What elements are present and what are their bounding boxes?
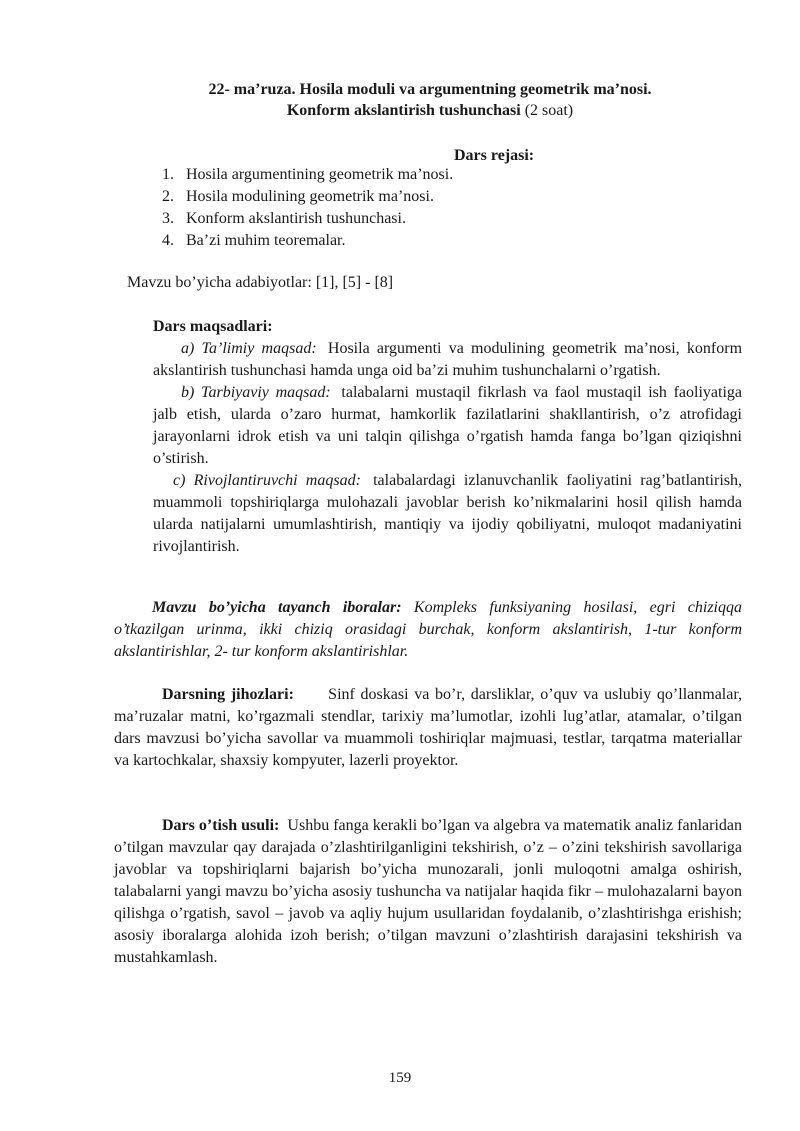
goals-heading: Dars maqsadlari: (153, 318, 273, 335)
plan-item: 3. Konform akslantirish tushunchasi. (162, 210, 406, 227)
method-text: Ushbu fanga kerakli bo’lgan va algebra va matematik analiz fanlaridan o’tilgan mavzular qay darajada o’zlashtirilganligini tekshirish, o’z – o’zini tekshirish savollariga javoblar va topshiriqlarni bajarish bo’yicha munozarali, jonli muloqotni amalga oshirish, talabalarni yangi mavzu bo’yicha asosiy tushuncha va natijalar haqida fikr – mulohazalarni bayon qilishga o’rgatish, savol – javob va aqliy hujum usullaridan foydalanib, o’zlashtirishga erishish; asosiy iboralarga alohida izoh berish; o’tilgan mavzuni o’zlashtirish darajasini tekshirish va mustahkamlash. (114, 817, 743, 966)
equipment-label: Darsning jihozlari: (162, 686, 294, 703)
key-terms-paragraph (114, 597, 742, 663)
goals-section (153, 338, 742, 558)
plan-item: 4. Ba’zi muhim teoremalar. (162, 232, 346, 249)
key-terms-label: Mavzu bo’yicha tayanch iboralar: (152, 599, 402, 616)
equipment-paragraph (114, 684, 742, 772)
method-paragraph (114, 815, 742, 969)
title-line-1: 22- ma’ruza. Hosila moduli va argumentning geometrik ma’nosi. (208, 81, 652, 98)
plan-item: 1. Hosila argumentining geometrik ma’nosi. (162, 166, 454, 183)
page-number: 159 (388, 1070, 412, 1086)
title-hours: (2 soat) (524, 102, 574, 119)
lecture-title (110, 79, 750, 121)
key-terms-text: Kompleks funksiyaning hosilasi, egri chiziqqa o’tkazilgan urinma, ikki chiziq orasidagi burchak, konform akslantirish, 1-tur konform akslantirishlar, 2- tur konform akslantirishlar. (114, 599, 742, 660)
title-topic: Konform akslantirish tushunchasi (286, 102, 521, 119)
method-label: Dars o’tish usuli: (162, 817, 280, 834)
title-line-2 (110, 100, 750, 121)
plan-item: 2. Hosila modulining geometrik ma’nosi. (162, 188, 434, 205)
equipment-text: Sinf doskasi va bo’r, darsliklar, o’quv va uslubiy qo’llanmalar, ma’ruzalar matni, ko’rgazmali stendlar, tarixiy ma’lumotlar, izohli lug’atlar, atamalar, o’tilgan dars mavzusi bo’yicha savollar va muammoli toshiriqlar majmuasi, testlar, tarqatma materiallar va kartochkalar, shaxsiy kompyuter, lazerli proyektor. (114, 686, 743, 769)
goal-educational: a) Ta’limiy maqsad: Hosila argumenti va modulining geometrik ma’nosi, konform akslantirish tushunchasi hamda unga oid ba’zi muhim tushunchalarni o’rgatish. (153, 340, 743, 379)
plan-heading: Dars rejasi: (454, 147, 535, 164)
goal-upbringing: b) Tarbiyaviy maqsad: talabalarni mustaqil fikrlash va faol mustaqil ish faoliyatiga jalb etish, ularda o’zaro hurmat, hamkorlik fazilatlarini shakllantirish, o’z atrofidagi jarayonlarni idrok etish va uni talqin qilishga o’rgatish hamda fanga bo’lgan qiziqishni o’stirish. (153, 384, 742, 467)
goal-developmental: c) Rivojlantiruvchi maqsad: talabalardagi izlanuvchanlik faoliyatini rag’batlantirish, muammoli topshiriqlarga mulohazali javoblar berish ko’nikmalarini hosil qilish hamda ularda natijalarni umumlashtirish, mantiqiy va ijodiy qobiliyatni, muloqot madaniyatini rivojlantirish. (153, 472, 742, 555)
plan-list (162, 164, 722, 252)
literature-line: Mavzu bo’yicha adabiyotlar: [1], [5] - [8] (127, 274, 394, 291)
